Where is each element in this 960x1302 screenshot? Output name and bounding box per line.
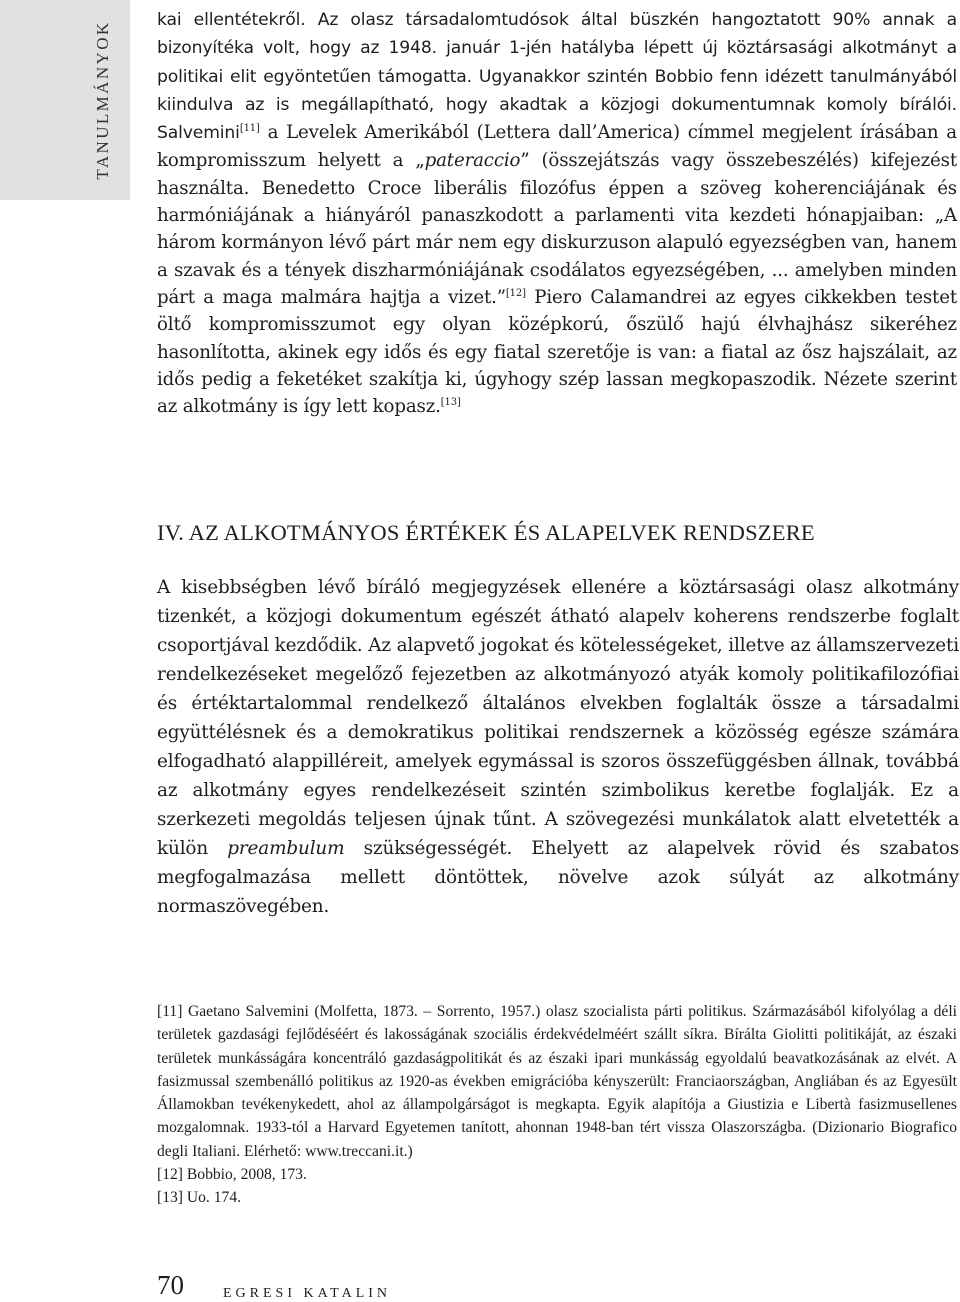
section-side-tab [0, 0, 130, 200]
paragraph-1-text-c: ” (összejátszás vagy összebeszélés) kifejezést használta. Benedetto Croce liberális filozófus éppen a szöveg koherenciájának és harmóniájának a hiányáról panaszkodott a parlamenti vita kezdeti hónapjaiban: „A három kormányon lévő párt már nem egy diskurzuson alapuló egyezségben van, hanem a szavak és a tények diszharmóniájának csodálatos egyezségében, ... amelyben minden párt a maga malmára hajtja a vizet.” [157, 150, 957, 308]
body-paragraph-1 [157, 6, 957, 420]
footnote-13: [13] Uo. 174. [157, 1189, 242, 1207]
pateraccio-term: pateraccio [424, 150, 521, 172]
footnote-12: [12] Bobbio, 2008, 173. [157, 1166, 307, 1184]
paragraph-2-text-b: szükségességét. Ehelyett az alapelvek rövid és szabatos megfogalmazása mellett döntöttek, növelve azok súlyát az alkotmány normaszövegében. [157, 838, 959, 917]
section-side-tab-label: TANULMÁNYOK [93, 20, 112, 180]
section-heading: IV. AZ ALKOTMÁNYOS ÉRTÉKEK ÉS ALAPELVEK RENDSZERE [157, 520, 815, 545]
footnote-11: [11] Gaetano Salvemini (Molfetta, 1873. – Sorrento, 1957.) olasz szocialista párti politikus. Származásából kifolyólag a déli területek gazdasági fejlődéséért és lakosságának szociális érdekvédelméért szállt síkra. Bírálta Giolitti politikáját, az északi területek munkásságára koncentráló gazdaságpolitikát és az északi ipari munkásság egyoldalú beavatkozásának az elvét. A fasizmussal szembenálló politikus az 1920-as években emigrációba kényszerült: Franciaországban, Angliában és az Egyesült Államokban tevékenykedett, ahol az állampolgárságot is megkapta. Egyik alapítója a Giustizia e Libertà fasizmusellenes mozgalomnak. 1933-tól a Harvard Egyetemen tanított, ahonnan 1948-ban tért vissza Olaszországba. (Dizionario Biografico degli Italiani. Elérhető: www.treccani.it.) [157, 1003, 957, 1160]
paragraph-2-text-a: A kisebbségben lévő bíráló megjegyzések ellenére a köztársasági olasz alkotmány tizenkét, a közjogi dokumentum egészét átható alapelv koherens rendszerbe foglalt csoportjával kezdődik. Az alapvető jogokat és kötelességeket, illetve az államszervezeti rendelkezéseket megelőző fejezetben az alkotmányozó atyák komoly politikafilozófiai és értéktartalommal rendelkező általános elvekben foglalták össze a társadalmi együttélésnek és a demokratikus politikai rendszernek a közösség egésze számára elfogadható alappilléreit, amelyek egymással is szoros összefüggésben állnak, továbbá az alkotmány egyes rendelkezéseit szintén szimbolikus keretbe foglalják. Ez a szerkezeti megoldás teljesen újnak tűnt. A szövegezési munkálatok alatt elvetették a külön [157, 577, 959, 859]
paragraph-1-text-a: kai ellentétekről. Az olasz társadalomtudósok által büszkén hangoztatott 90% annak a bizonyítéka volt, hogy az 1948. január 1-jén hatályba lépett új köztársasági alkotmányt a politikai elit egyöntetűen támogatta. Ugyanakkor szintén Bobbio fenn idézett tanulmányából kiindulva az is megállapítható, hogy akadtak a közjogi dokumentumnak komoly bírálói. Salvemini [157, 10, 957, 144]
footnote-ref-11[interactable]: [11] [239, 123, 260, 135]
page-number: 70 [157, 1270, 184, 1300]
footnote-ref-12[interactable]: [12] [505, 287, 526, 299]
footnotes [157, 1000, 957, 1210]
body-paragraph-2 [157, 573, 959, 921]
preambulum-term: preambulum [227, 838, 345, 859]
paragraph-1-text-b: a Levelek Amerikából (Lettera dall’America) címmel megjelent írásában a kompromisszum helyett a „ [157, 122, 957, 172]
paragraph-1-text-d: Piero Calamandrei az egyes cikkekben testet öltő kompromisszumot egy olyan középkorú, őszülő hajú élvhajhász sikeréhez hasonlította, akinek egy idős és egy fiatal szeretője is van: a fiatal az ősz hajszálait, az idős pedig a feketéket szakítja ki, úgyhogy szép lassan megkopaszodik. Nézete szerint az alkotmány is így lett kopasz. [157, 286, 957, 418]
footnote-ref-13[interactable]: [13] [440, 397, 461, 409]
running-footer-author: EGRESI KATALIN [223, 1286, 392, 1301]
